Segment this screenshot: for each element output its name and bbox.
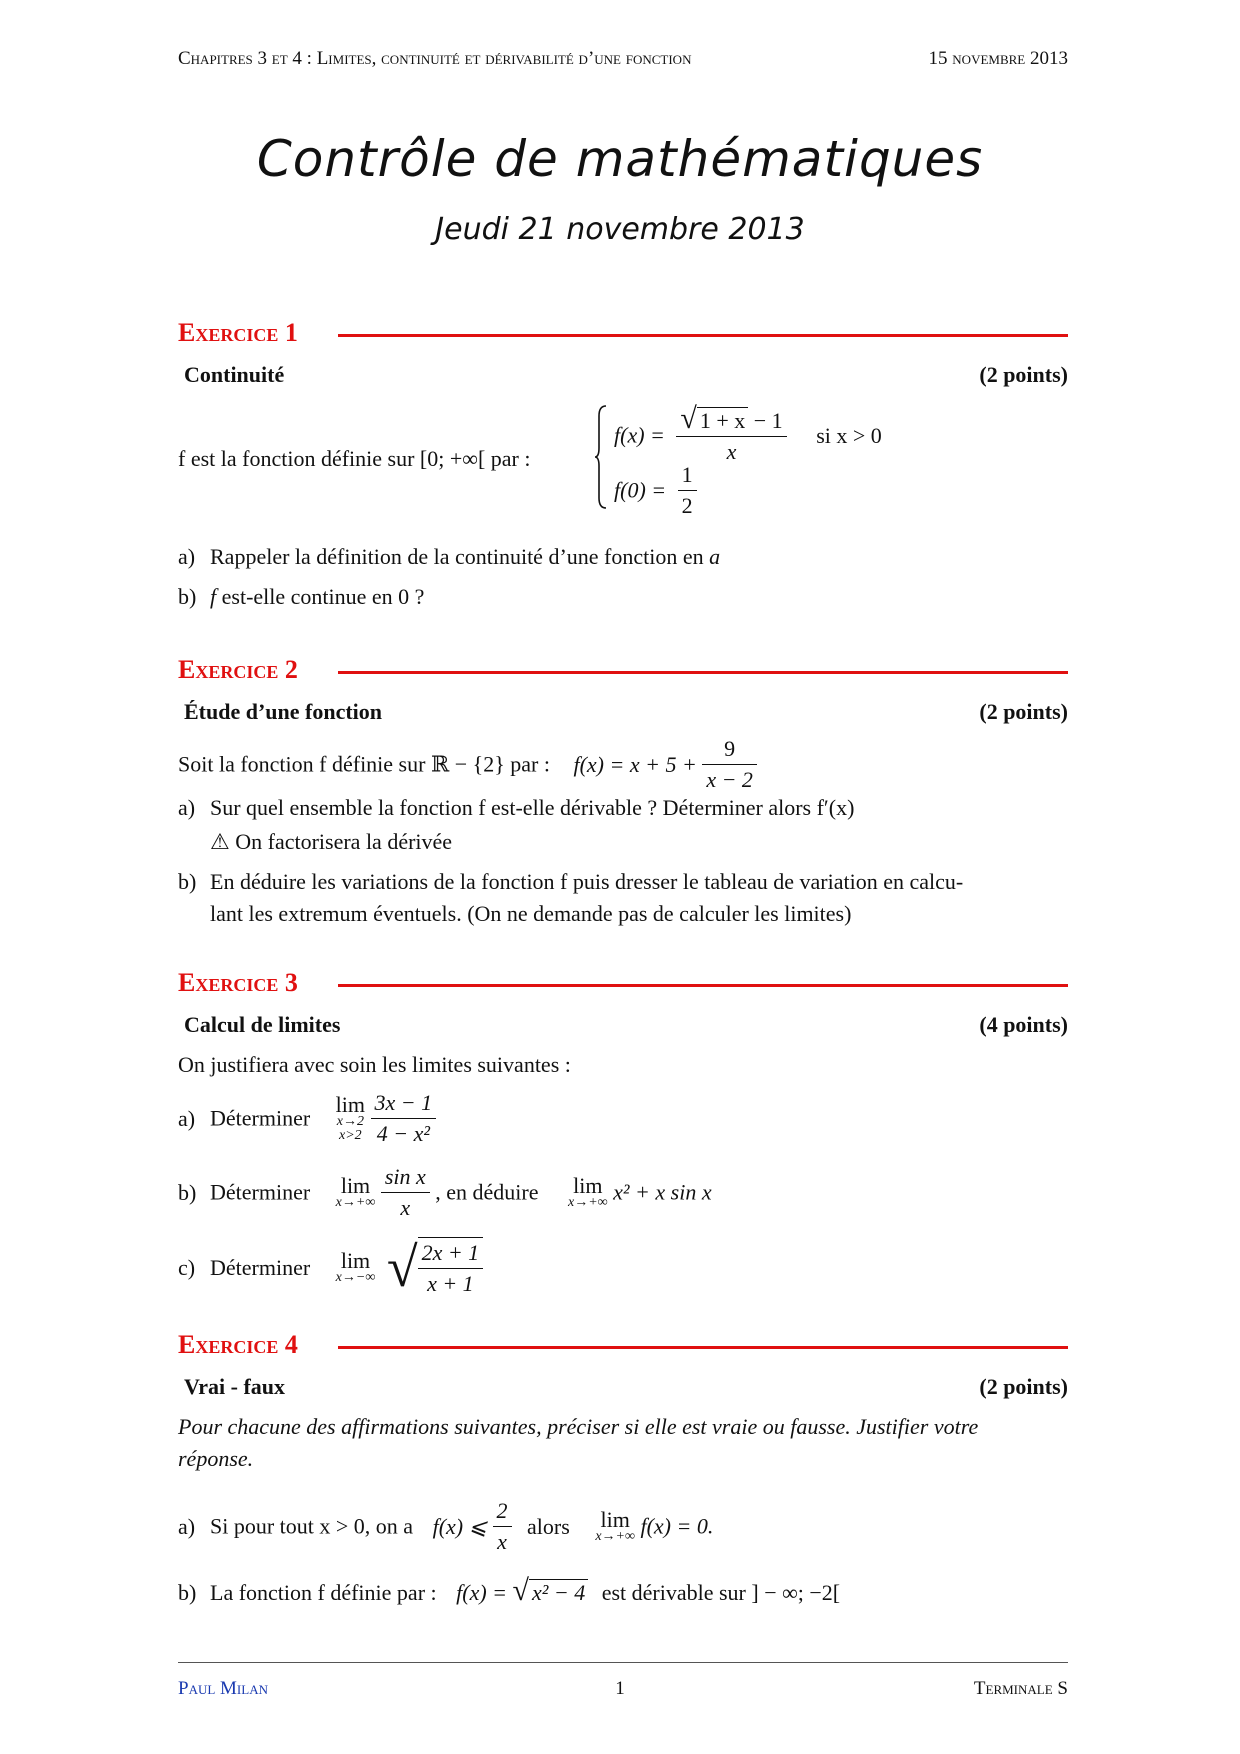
def-fraction-1 [676,404,786,467]
exercise-4-header [178,1330,1068,1364]
def-num-tail: − 1 [748,408,783,433]
formula-fraction: $\frac{9}{x - 2}$ [702,734,757,795]
exercise-3-intro: On justifiera avec soin les limites suivantes : [178,1052,571,1077]
exercise-3-question-c: c) Déterminer lim x→−∞ √ $\frac{2x + 1}{x + 1}$ [178,1236,483,1300]
exercise-2-points: (2 points) [979,699,1068,724]
exercise-4-rule [338,1346,1068,1349]
limit-b-fraction: $\frac{\text{sin x}}{x}$ [381,1162,430,1223]
exercise-4-topic: Vrai - faux [184,1374,286,1399]
limit-operator: lim x→−∞ [335,1248,376,1285]
exercise-2-label: Exercice 2 [178,655,298,684]
def-num-radicand: 1 + x [697,407,748,434]
formula-lhs: f(x) = x + 5 + [573,751,697,777]
exercise-4-question-b: b) La fonction f définie par : f(x) = √ x² − 4 est dérivable sur ] − ∞; −2[ [178,1574,841,1607]
page-title: Contrôle de mathématiques [256,130,984,188]
exercise-1-intro: f est la fonction définie sur [0; +∞[ par : [178,446,531,471]
def-den-1: x [726,439,737,464]
exercise-2-warning: ⚠ On factorisera la dérivée [210,829,453,854]
piecewise-line-2 [614,460,697,521]
limit-a-fraction: $\frac{3x - 1}{\text{4 − x²}}$ [371,1088,437,1149]
exercise-1-question-a: a) Rappeler la définition de la continuité d’une fonction en a [178,544,721,569]
def-lhs-2: f(0) = [614,477,667,503]
exercise-2-question-a: a) Sur quel ensemble la fonction f est-elle dérivable ? Déterminer alors f′(x) [178,795,855,820]
bound-fraction: $\frac{2}{x}$ [493,1496,512,1557]
exercise-3-subheader [184,1012,1068,1042]
exercise-1-subheader [184,362,1068,392]
exercise-2-header [178,655,1068,689]
header-chapter: Chapitres 3 et 4 : Limites, continuité et dérivabilité d’une fonction [178,48,692,69]
footer-author: Paul Milan [178,1678,268,1699]
exercise-2-rule [338,671,1068,674]
page-subtitle: Jeudi 21 novembre 2013 [435,212,805,247]
exercise-3-topic: Calcul de limites [184,1012,341,1037]
exercise-1-label: Exercice 1 [178,318,298,347]
footer-page-number: 1 [615,1678,625,1699]
def-lhs-1: f(x) = [614,422,665,448]
piecewise-line-1 [614,404,882,467]
exercise-3-label: Exercice 3 [178,968,298,997]
exercise-3-header [178,968,1068,1002]
exercise-2-intro: Soit la fonction f définie sur ℝ − {2} par : f(x) = x + 5 + $\frac{9}{x - 2}$ [178,734,757,795]
exercise-4-subheader [184,1374,1068,1404]
def-den-2: 2 [681,493,693,518]
sqrt-icon: √ [512,1574,529,1607]
limit-operator: lim x→+∞ [568,1172,608,1210]
def-num-2: 1 [678,460,697,491]
limit-operator: lim x→+∞ [335,1172,376,1210]
exercise-1-points: (2 points) [979,362,1068,387]
limit-operator: lim x→2 x>2 [335,1091,366,1143]
running-header [178,48,1068,72]
exercise-1-rule [338,334,1068,337]
sqrt-icon: √ [386,1237,418,1299]
exercise-4-label: Exercice 4 [178,1330,298,1359]
exercise-3-question-a: a) Déterminer lim x→2 x>2 $\frac{3x - 1}{\text{4 − x²}}$ [178,1088,436,1149]
header-date: 15 novembre 2013 [928,48,1068,69]
exercise-3-rule [338,984,1068,987]
exercise-3-points: (4 points) [979,1012,1068,1037]
footer-rule [178,1662,1068,1663]
exercise-4-intro-1: Pour chacune des affirmations suivantes, préciser si elle est vraie ou fausse. Justifier votre [178,1414,979,1439]
exercise-2-topic: Étude d’une fonction [184,699,383,724]
exercise-2-question-b: b) En déduire les variations de la fonction f puis dresser le tableau de variation en calcu- [178,869,964,894]
footer-class: Terminale S [973,1678,1068,1699]
exercise-4-points: (2 points) [979,1374,1068,1399]
exercise-1-header [178,318,1068,352]
exercise-1-topic: Continuité [184,362,285,387]
exercise-2-subheader [184,699,1068,729]
def-condition: si x > 0 [816,422,882,448]
exercise-1-question-b: b) f est-elle continue en 0 ? [178,584,425,609]
exercise-3-question-b: b) Déterminer lim x→+∞ $\frac{\text{sin x}}{x}$ , en déduire lim x→+∞ x² + x sin x [178,1162,712,1223]
exercise-4-intro-2: réponse. [178,1446,254,1471]
warning-icon: ⚠ [210,829,230,854]
exercise-2-question-b-cont: lant les extremum éventuels. (On ne demande pas de calculer les limites) [210,901,852,926]
def-fraction-2 [678,460,697,521]
exercise-4-question-a: a) Si pour tout x > 0, on a f(x) ⩽ $\frac{2}{x}$ alors lim x→+∞ f(x) = 0. [178,1496,713,1557]
limit-operator: lim x→+∞ [595,1506,635,1544]
sqrt-icon: √ [680,402,697,435]
limit-c-fraction: $\frac{2x + 1}{x + 1}$ [418,1237,484,1299]
piecewise-brace [594,404,608,510]
